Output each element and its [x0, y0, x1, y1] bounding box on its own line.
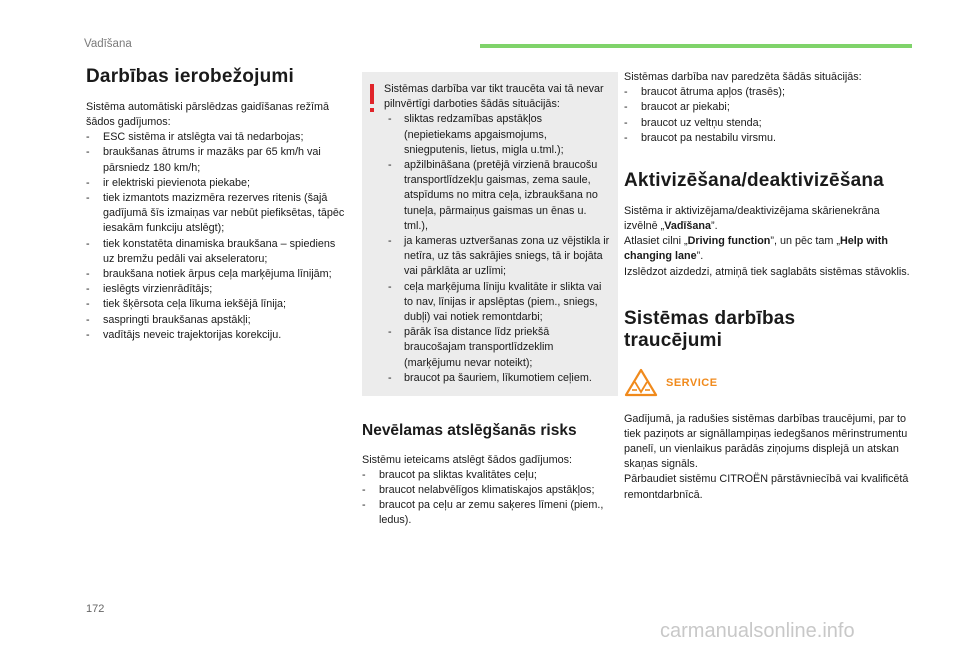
list-item: - vadītājs neveic trajektorijas korekciju.: [86, 328, 348, 343]
menu-name: Vadīšana: [664, 220, 712, 233]
service-warning-triangle-icon: [624, 368, 658, 398]
list-item: - braucot nelabvēlīgos klimatiskajos apstākļos;: [362, 483, 618, 498]
operating-limits-list: [86, 130, 348, 343]
list-item: - braucot pa nestabilu virsmu.: [624, 131, 914, 146]
list-item: - ir elektriski pievienota piekabe;: [86, 176, 348, 191]
column-activation: [624, 70, 914, 503]
list-item: - braucot pa sliktas kvalitātes ceļu;: [362, 468, 618, 483]
section-accent-bar: [480, 44, 912, 48]
section-label: Vadīšana: [84, 38, 132, 50]
not-designed-intro: Sistēmas darbība nav paredzēta šādās situācijās:: [624, 71, 862, 83]
list-item: - pārāk īsa distance līdz priekšā braucošajam transportlīdzeklim (marķējumu nevar noteikt);: [384, 325, 610, 371]
list-item: - tiek konstatēta dinamiska braukšana – spiediens uz bremžu pedāli vai akseleratoru;: [86, 237, 348, 267]
warning-list: [384, 112, 610, 386]
watermark: carmanualsonline.info: [660, 620, 855, 642]
list-item: - braukšana notiek ārpus ceļa marķējuma līnijām;: [86, 267, 348, 282]
warning-box: [362, 72, 618, 396]
heading-faults: Sistēmas darbības traucējumi: [624, 307, 796, 351]
exclamation-warning-icon: [368, 84, 376, 114]
service-warning-indicator: [624, 368, 914, 398]
operating-limits-intro: Sistēma automātiski pārslēdzas gaidīšanas režīmā šādos gadījumos:: [86, 100, 330, 129]
list-item: - ja kameras uztveršanas zona uz vējstikla ir netīra, uz tās sakrājies sniegs, tā ir bojāta vai pārklāta ar uzlīmi;: [384, 234, 610, 280]
fault-paragraph-1: Gadījumā, ja radušies sistēmas darbības traucējumi, par to tiek paziņots ar signāllampiņas iedegšanos mērinstrumentu panelī, un vienlaikus parādās ziņojums displejā un atskan skaņas signāls.: [624, 412, 908, 471]
warning-intro: Sistēmas darbība var tikt traucēta vai tā nevar pilnvērtīgi darboties šādās situācijās:: [384, 83, 604, 111]
not-designed-list: [624, 85, 914, 146]
unwanted-deactivation-list: [362, 468, 618, 529]
unwanted-deactivation-intro: Sistēmu ieteicams atslēgt šādos gadījumos:: [362, 453, 573, 466]
list-item: - braucot pa šauriem, līkumotiem ceļiem.: [384, 371, 610, 386]
heading-operating-limits: Darbības ierobežojumi: [86, 66, 294, 87]
list-item: - ieslēgts virzienrādītājs;: [86, 282, 348, 297]
list-item: - braukšanas ātrums ir mazāks par 65 km/h vai pārsniedz 180 km/h;: [86, 145, 348, 175]
list-item: - saspringti braukšanas apstākļi;: [86, 313, 348, 328]
service-label: SERVICE: [666, 376, 718, 389]
list-item: - tiek šķērsota ceļa līkuma iekšējā līnija;: [86, 297, 348, 312]
activation-paragraph-2: Atlasiet cilni „Driving function”, un pēc tam „Help with changing lane”.: [624, 235, 888, 263]
list-item: - apžilbināšana (pretējā virzienā braucošu transportlīdzekļu gaismas, zema saule, atspīdums no mitra ceļa, izbraukšana no tuneļa, pārmaiņus gaismas un ēnas u. tml.),: [384, 158, 610, 234]
list-item: - sliktas redzamības apstākļos (nepietiekams apgaismojums, sniegputenis, lietus, migla u.tml.);: [384, 112, 610, 158]
heading-activation: Aktivizēšana/deaktivizēšana: [624, 170, 884, 192]
heading-unwanted-deactivation: Nevēlamas atslēgšanās risks: [362, 422, 577, 440]
activation-paragraph-3: Izslēdzot aizdedzi, atmiņā tiek saglabāts sistēmas stāvoklis.: [624, 265, 910, 278]
list-item: - braucot pa ceļu ar zemu saķeres līmeni (piem., ledus).: [362, 498, 618, 528]
activation-paragraph-1: Sistēma ir aktivizējama/deaktivizējama skārienekrāna izvēlnē „Vadīšana”.: [624, 204, 880, 233]
option-name: Help with changing lane: [624, 235, 888, 263]
tab-name: Driving function: [687, 235, 771, 248]
list-item: - tiek izmantots mazizmēra rezerves ritenis (šajā gadījumā šīs izmaiņas var nebūt piefiksētas, tāpēc iesakām funkciju atslēgt);: [86, 191, 348, 237]
list-item: - braucot uz veltņu stenda;: [624, 116, 914, 131]
list-item: - braucot ar piekabi;: [624, 100, 914, 115]
list-item: - ESC sistēma ir atslēgta vai tā nedarbojas;: [86, 130, 348, 145]
fault-paragraph-2: Pārbaudiet sistēmu CITROËN pārstāvniecībā vai kvalificētā remontdarbnīcā.: [624, 473, 909, 501]
list-item: - braucot ātruma apļos (trasēs);: [624, 85, 914, 100]
list-item: - ceļa marķējuma līniju kvalitāte ir slikta vai to nav, līnijas ir apslēptas (piem., sniegs, dubļi) vai notiek remontdarbi;: [384, 280, 610, 326]
page-number: 172: [86, 603, 105, 615]
column-operating-limits: [86, 66, 348, 343]
column-warnings: [362, 72, 618, 529]
